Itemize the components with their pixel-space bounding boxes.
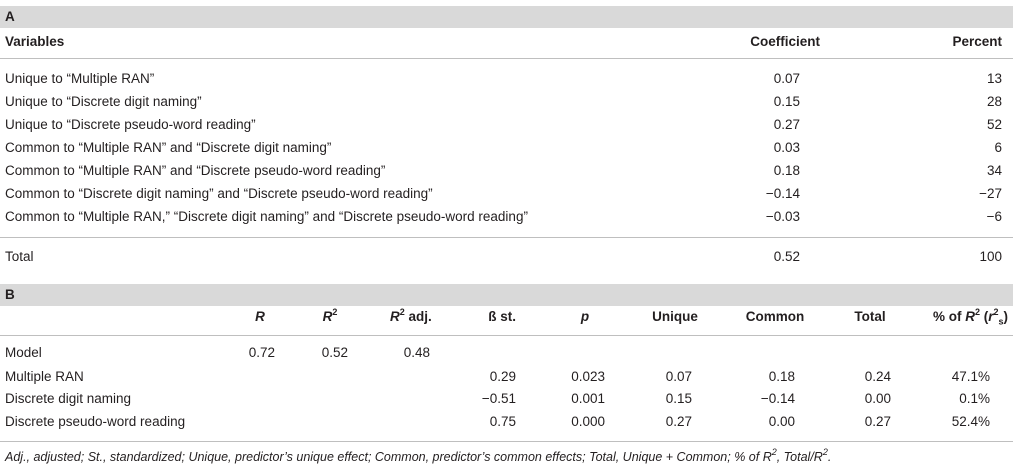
row-label: Multiple RAN xyxy=(5,369,84,384)
section-b-column-headers xyxy=(0,305,1013,329)
total-row xyxy=(0,245,1013,269)
row-variable: Common to “Multiple RAN” and “Discrete pseudo-word reading” xyxy=(5,163,386,178)
row-variable: Common to “Multiple RAN” and “Discrete digit naming” xyxy=(5,140,332,155)
row-variable: Unique to “Multiple RAN” xyxy=(5,71,155,86)
row-label: Discrete pseudo-word reading xyxy=(5,414,186,429)
row-percent: −6 xyxy=(986,209,1002,224)
row-beta: 0.75 xyxy=(489,414,516,429)
model-label: Model xyxy=(5,345,42,360)
model-r2: 0.52 xyxy=(321,345,348,360)
header-pct-of-r2: % of $R^2$ $(r^2_s)$ xyxy=(932,306,1008,327)
row-percent: 28 xyxy=(986,94,1002,109)
row-pct: 47.1% xyxy=(951,369,990,384)
row-variable: Unique to “Discrete digit naming” xyxy=(5,94,202,109)
total-percent: 100 xyxy=(979,249,1002,264)
table-row xyxy=(0,387,1013,411)
row-percent: 13 xyxy=(986,71,1002,86)
total-coefficient: 0.52 xyxy=(773,249,800,264)
row-p: 0.001 xyxy=(571,391,605,406)
row-beta: −0.51 xyxy=(481,391,516,406)
divider xyxy=(0,441,1013,442)
row-p: 0.000 xyxy=(571,414,605,429)
row-coefficient: 0.03 xyxy=(773,140,800,155)
row-common: 0.00 xyxy=(768,414,795,429)
header-unique: Unique xyxy=(652,309,698,324)
model-r2-adj: 0.48 xyxy=(403,345,430,360)
row-coefficient: −0.14 xyxy=(765,186,800,201)
header-r2: $R^2$ xyxy=(322,306,338,324)
model-row xyxy=(0,341,1013,365)
row-unique: 0.15 xyxy=(665,391,692,406)
header-total: Total xyxy=(854,309,886,324)
row-variable: Unique to “Discrete pseudo-word reading” xyxy=(5,117,256,132)
row-coefficient: −0.03 xyxy=(765,209,800,224)
row-unique: 0.27 xyxy=(665,414,692,429)
header-p: p xyxy=(580,309,590,324)
row-common: −0.14 xyxy=(760,391,795,406)
header-r2-adj: $R^2$ adj. xyxy=(390,306,432,324)
section-a-label: A xyxy=(5,9,15,24)
row-label: Discrete digit naming xyxy=(5,391,132,406)
section-a-column-headers xyxy=(0,30,1013,54)
row-percent: 6 xyxy=(994,140,1002,155)
row-variable: Common to “Multiple RAN,” “Discrete digit naming” and “Discrete pseudo-word reading” xyxy=(5,209,528,224)
row-pct: 52.4% xyxy=(951,414,990,429)
row-p: 0.023 xyxy=(571,369,605,384)
header-percent: Percent xyxy=(952,34,1002,49)
table-footnote: Adj., adjusted; St., standardized; Unique, predictor’s unique effect; Common, predictor’s common effects; Total, Unique + Common; % of $R^2$, Total/$R^2$. xyxy=(5,446,832,464)
model-r: 0.72 xyxy=(248,345,275,360)
row-coefficient: 0.18 xyxy=(773,163,800,178)
row-total: 0.00 xyxy=(864,391,891,406)
table-row xyxy=(0,410,1013,434)
table-row xyxy=(0,113,1013,137)
header-variables: Variables xyxy=(5,34,65,49)
header-common: Common xyxy=(745,309,805,324)
divider xyxy=(0,237,1013,238)
section-a-header xyxy=(0,6,1013,28)
row-pct: 0.1% xyxy=(959,391,990,406)
row-coefficient: 0.27 xyxy=(773,117,800,132)
total-label: Total xyxy=(5,249,34,264)
divider xyxy=(0,335,1013,336)
row-coefficient: 0.15 xyxy=(773,94,800,109)
table-row xyxy=(0,365,1013,389)
row-total: 0.27 xyxy=(864,414,891,429)
row-percent: 34 xyxy=(986,163,1002,178)
row-variable: Common to “Discrete digit naming” and “Discrete pseudo-word reading” xyxy=(5,186,433,201)
table-row xyxy=(0,90,1013,114)
row-common: 0.18 xyxy=(768,369,795,384)
header-beta: ß st. xyxy=(488,309,516,324)
row-beta: 0.29 xyxy=(489,369,516,384)
table-row xyxy=(0,159,1013,183)
divider xyxy=(0,58,1013,59)
table-row xyxy=(0,67,1013,91)
section-b-header xyxy=(0,284,1013,306)
header-r: R xyxy=(255,309,265,324)
table-row xyxy=(0,182,1013,206)
row-percent: 52 xyxy=(986,117,1002,132)
table-row xyxy=(0,205,1013,229)
row-percent: −27 xyxy=(979,186,1002,201)
header-coefficient: Coefficient xyxy=(750,34,820,49)
table-row xyxy=(0,136,1013,160)
row-coefficient: 0.07 xyxy=(773,71,800,86)
row-total: 0.24 xyxy=(864,369,891,384)
row-unique: 0.07 xyxy=(665,369,692,384)
section-b-label: B xyxy=(5,287,15,302)
